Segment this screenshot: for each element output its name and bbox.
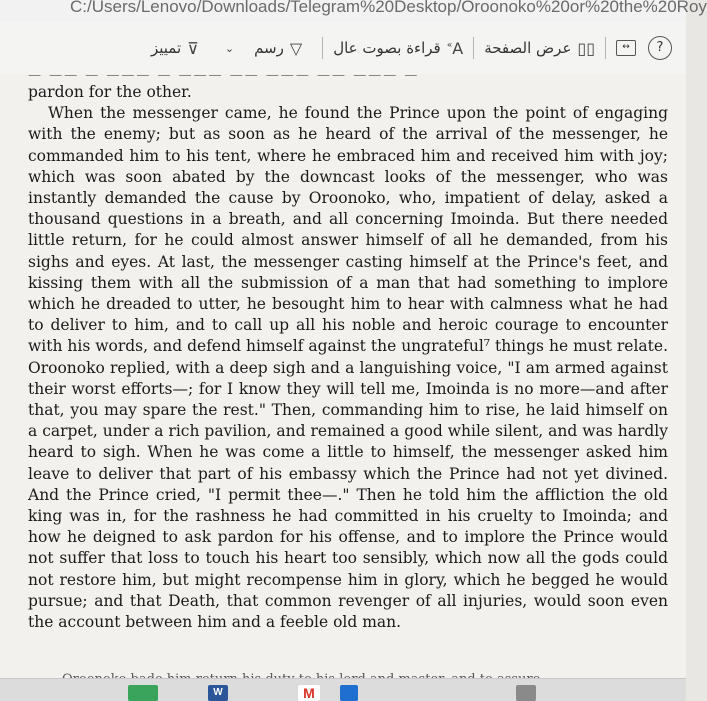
address-bar[interactable] — [0, 0, 707, 22]
cut-off-text-line: — —— — ——— — ——— —— ——— —— ——— — — [28, 68, 420, 83]
toolbar-divider — [322, 37, 323, 59]
page-view-icon: ▯▯ — [577, 38, 595, 58]
draw-button[interactable] — [225, 39, 302, 58]
draw-label: رسم — [254, 39, 284, 57]
app-icon-file[interactable] — [516, 685, 536, 701]
toolbar-divider — [605, 37, 606, 59]
page-view-button[interactable] — [484, 39, 595, 58]
taskbar — [0, 678, 686, 701]
fullscreen-icon[interactable]: ↔ — [616, 40, 636, 56]
read-aloud-button[interactable] — [333, 39, 463, 58]
page-view-label: عرض الصفحة — [484, 39, 572, 57]
help-icon[interactable]: ? — [648, 36, 672, 60]
highlight-button[interactable] — [151, 39, 199, 58]
app-icon-bar[interactable] — [340, 685, 358, 701]
gmail-icon[interactable]: M — [298, 685, 320, 701]
paragraph: When the messenger came, he found the Prince upon the point of engaging with the enemy; but as soon as he heard of the arrival of the messenger, he commanded him to his tent, where he embraced him and received him with joy; which was soon abated by the downcast looks of the messenger, who was instantly demanded the cause by Oroonoko, who, impatient of delay, asked a thousand questions in a breath, and all concerning Imoinda. But there needed little return, for he could almost answer himself of all he demanded, from his sighs and eyes. At last, the messenger casting himself at the Prince's feet, and kissing them with all the submission of a man that had something to implore which he dreaded to utter, he besought him to hear with calmness what he had to deliver to him, and to call up all his noble and heroic courage to encounter with his words, and defend himself against the ungrateful⁷ things he must relate. Oroonoko replied, with a deep sigh and a languishing voice, "I am armed against their worst efforts—; for I know they will tell me, Imoinda is no more—and after that, you may spare the rest." Then, commanding him to rise, he laid himself on a carpet, under a rich pavilion, and remained a good while silent, and was hardly heard to sigh. When he was come a little to himself, the messenger asked him leave to deliver that part of his embassy which the Prince had not yet divined. And the Prince cried, "I permit thee—." Then he told him the affliction the old king was in, for the rashness he had committed in his cruelty to Imoinda; and how he deigned to ask pardon for his offense, and to implore the Prince would not suffer that loss to touch his heart too sensibly, which now all the gods could not restore him, but might recompense him in glory, which he begged he would pursue; and that Death, that common revenger of all injuries, would soon even the account between him and a feeble old man. — [28, 104, 668, 632]
read-aloud-icon: A» — [446, 38, 464, 58]
highlight-icon: ⊽ — [187, 38, 199, 58]
address-path: C:/Users/Lenovo/Downloads/Telegram%20Desktop/Oroonoko%20or%20the%20Roy — [70, 0, 707, 16]
toolbar-divider — [473, 37, 474, 59]
paragraph: pardon for the other. — [28, 83, 192, 101]
read-aloud-label: قراءة بصوت عال — [333, 39, 441, 57]
draw-icon: ▽ — [289, 38, 303, 58]
app-icon-green[interactable] — [128, 685, 158, 701]
document-page — [0, 68, 686, 678]
word-icon[interactable]: W — [208, 685, 228, 701]
chevron-down-icon[interactable]: ⌄ — [224, 41, 235, 55]
document-text — [28, 82, 668, 633]
highlight-label: تمييز — [150, 39, 182, 57]
